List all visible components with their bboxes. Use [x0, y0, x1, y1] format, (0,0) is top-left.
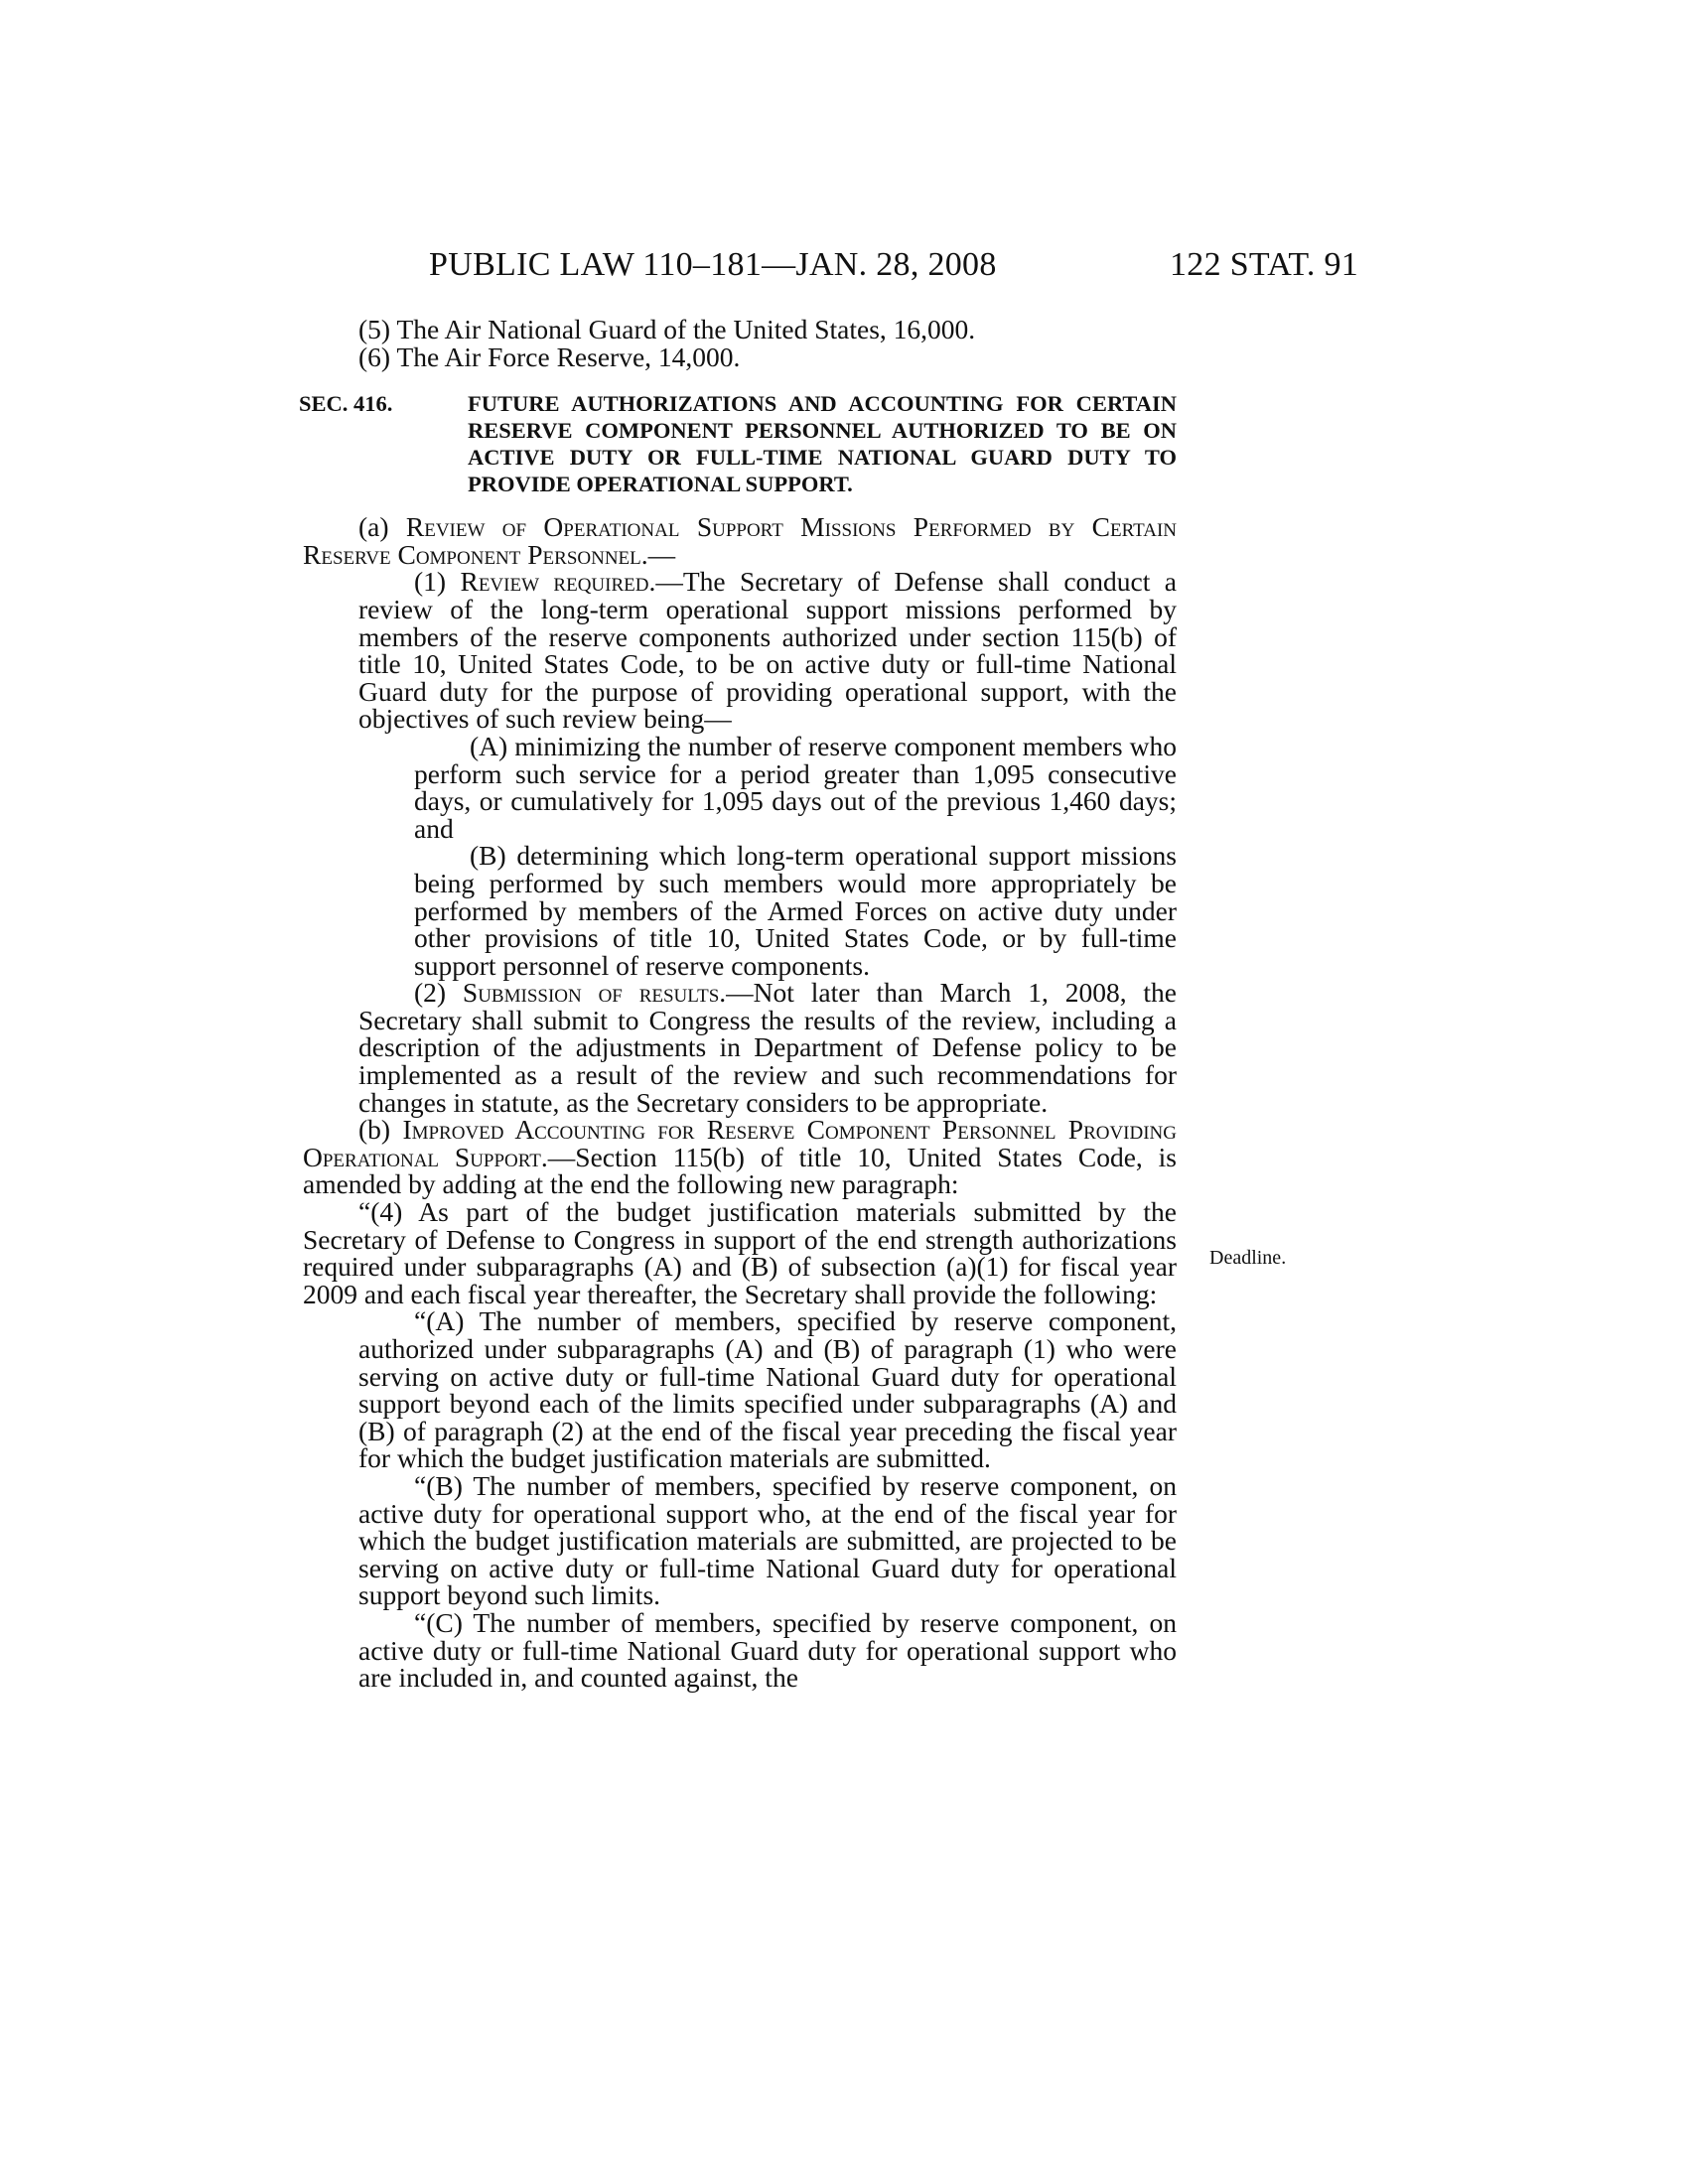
- paragraph-a1-text: The Secretary of Defense shall conduct a review of the long-term operational support missions performed by members of the reserve components authorized under section 115(b) of title 10, United States Code, to be on active duty or full-time National Guard duty for the purpose of providing operational support, with the objectives of such review being—: [358, 566, 1177, 735]
- paragraph-a1-heading: Review required.—: [460, 566, 683, 598]
- paragraph-a1-label: (1): [414, 566, 447, 598]
- list-item-5: (5) The Air National Guard of the United States, 16,000.: [358, 314, 976, 344]
- subsection-b-text: Section 115(b) of title 10, United States Code, is amended by adding at the end the following new paragraph:: [303, 1141, 1177, 1200]
- quoted-subparagraph-c: “(C) The number of members, specified by reserve component, on active duty or full-time National Guard duty for operational support who are included in, and counted against, the: [358, 1606, 1177, 1694]
- document-body: [299, 314, 1178, 1694]
- quoted-paragraph-4: “(4) As part of the budget justification materials submitted by the Secretary of Defense to Congress in support of the end strength authorizations required under subparagraphs (A) and (B) of subsection (a)(1) for fiscal year 2009 and each fiscal year thereafter, the Secretary shall provide the following:: [303, 1196, 1177, 1309]
- clause-a: (A) minimizing the number of reserve component members who perform such service for a period greater than 1,095 consecutive days, or cumulatively for 1,095 days out of the previous 1,460 days; and: [414, 730, 1177, 844]
- quoted-subparagraph-a: “(A) The number of members, specified by reserve component, authorized under subparagraphs (A) and (B) of paragraph (1) who were serving on active duty or full-time National Guard duty for operational support beyond each of the limits specified under subparagraphs (A) and (B) of paragraph (2) at the end of the fiscal year preceding the fiscal year for which the budget justification materials are submitted.: [358, 1305, 1177, 1474]
- subsection-a: [303, 513, 1177, 568]
- subsection-b-label: (b): [358, 1114, 391, 1146]
- running-head-title: PUBLIC LAW 110–181—JAN. 28, 2008: [429, 246, 997, 283]
- quoted-subparagraph-b: “(B) The number of members, specified by reserve component, on active duty for operational support who, at the end of the fiscal year for which the budget justification materials are submitted, are projected to be serving on active duty or full-time National Guard duty for operational support beyond such limits.: [358, 1469, 1177, 1611]
- paragraph-a2: [303, 979, 1177, 1116]
- paragraph-a2-label: (2): [414, 977, 447, 1009]
- paragraph-a2-text: Not later than March 1, 2008, the Secretary shall submit to Congress the results of the review, including a description of the adjustments in Department of Defense policy to be implemented as a result of the review and such recommendations for changes in statute, as the Secretary considers to be appropriate.: [358, 977, 1177, 1118]
- section-number: SEC. 416.: [299, 391, 393, 417]
- list-item-6: (6) The Air Force Reserve, 14,000.: [358, 341, 741, 372]
- subsection-a-heading: Review of Operational Support Missions Performed by Certain Reserve Component Personnel.—: [303, 511, 1177, 570]
- subsection-b: [303, 1116, 1177, 1198]
- clause-b: (B) determining which long-term operational support missions being performed by such members would more appropriately be performed by members of the Armed Forces on active duty under other provisions of title 10, United States Code, or by full-time support personnel of reserve components.: [414, 840, 1177, 981]
- section-title: FUTURE AUTHORIZATIONS AND ACCOUNTING FOR CERTAIN RESERVE COMPONENT PERSONNEL AUTHORIZED TO BE ON ACTIVE DUTY OR FULL-TIME NATIONAL GUARD DUTY TO PROVIDE OPERATIONAL SUPPORT.: [468, 391, 1177, 497]
- page-header: [0, 246, 1688, 286]
- subsection-b-heading: Improved Accounting for Reserve Component Personnel Providing Operational Support.—: [303, 1114, 1178, 1172]
- paragraph-a2-heading: Submission of results.—: [462, 977, 754, 1009]
- page-stat-number: 122 STAT. 91: [1170, 246, 1359, 283]
- margin-note-deadline: Deadline.: [1209, 1247, 1287, 1269]
- section-heading: [299, 390, 1177, 497]
- subsection-a-label: (a): [358, 511, 389, 543]
- paragraph-a1: [303, 568, 1177, 733]
